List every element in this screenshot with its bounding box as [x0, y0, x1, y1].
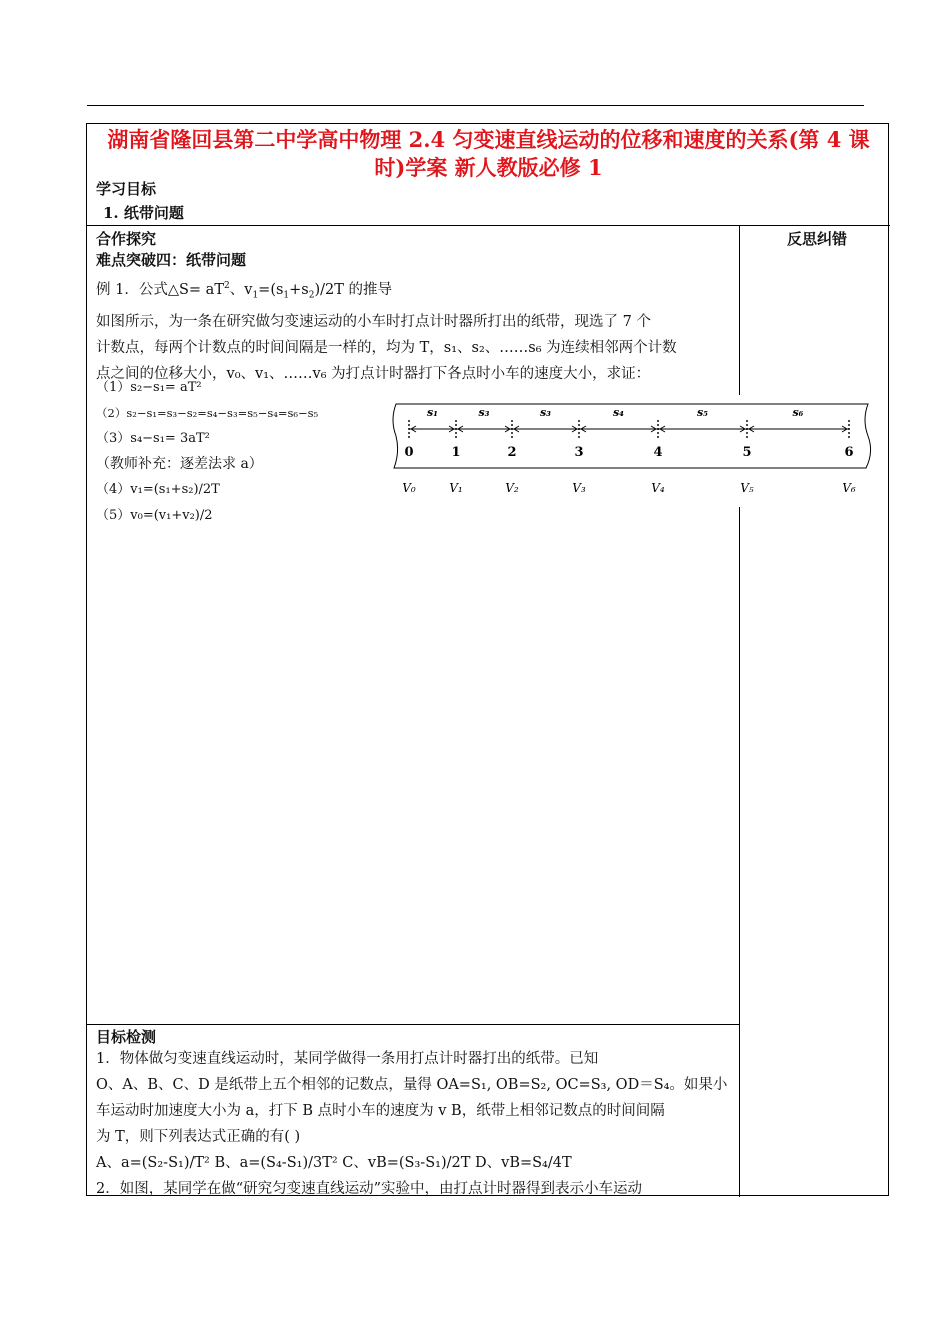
question-line: 为 T，则下列表达式正确的有( ): [96, 1129, 301, 1145]
question-line: 车运动时加速度大小为 a，打下 B 点时小车的速度为 v B，纸带上相邻记数点的时间间隔: [96, 1103, 665, 1119]
tape-point-label: 1: [451, 445, 461, 460]
explore-subheading: 难点突破四：纸带问题: [96, 251, 247, 269]
question-line: 2．如图，某同学在做“研究匀变速直线运动”实验中，由打点计时器得到表示小车运动: [96, 1181, 643, 1197]
document-title: 湖南省隆回县第二中学高中物理 2.4 匀变速直线运动的位移和速度的关系(第 4 课 时)学案 新人教版必修 1: [107, 127, 870, 180]
tape-velocity-label: V₂: [505, 481, 519, 495]
tape-segment-label: s₆: [792, 406, 804, 419]
tape-segment-label: s₃: [539, 406, 552, 419]
question-line: O、A、B、C、D 是纸带上五个相邻的记数点，量得 OA=S₁, OB=S₂, OC=S₃, OD＝S₄。如果小: [96, 1077, 728, 1093]
example-formula-line: 例 1．公式△S= $aT^2$、$v_1=(s_1+s_2)/2T$ 的推导: [96, 281, 393, 301]
explore-heading: 合作探究: [96, 230, 157, 248]
example-desc-line: 点之间的位移大小，v₀、v₁、……v₆ 为打点计时器打下各点时小车的速度大小，求证：: [96, 365, 651, 382]
goals-heading: 学习目标: [96, 180, 157, 198]
tape-velocity-label: V₆: [842, 481, 856, 495]
proof-item: （3）s₄−s₁= 3aT²: [96, 431, 210, 446]
reflect-heading: 反思纠错: [787, 230, 848, 248]
column-divider-upper: [739, 225, 740, 395]
proof-items: [96, 375, 396, 528]
question-line: 1．物体做匀变速直线运动时，某同学做得一条用打点计时器打出的纸带。已知: [96, 1051, 599, 1067]
worksheet-table: [86, 123, 889, 1196]
tape-velocity-label: V₁: [449, 481, 463, 495]
tape-point-label: 6: [844, 445, 854, 460]
tape-segment-label: s₄: [612, 406, 625, 419]
tape-point-label: 2: [507, 445, 517, 460]
tape-velocity-label: V₅: [740, 481, 754, 495]
row-divider-top: [87, 225, 890, 226]
tape-point-label: 5: [742, 445, 752, 460]
example-block: [96, 273, 736, 387]
tape-velocity-label: V₄: [651, 481, 665, 495]
answer-options: A、a=(S₂-S₁)/T² B、a=(S₄-S₁)/3T² C、vB=(S₃-S₁)/2T D、vB=S₄/4T: [96, 1155, 572, 1171]
proof-item: （1）s₂−s₁= aT²: [96, 380, 202, 395]
tape-segment-label: s₃: [478, 406, 490, 419]
tape-point-label: 4: [653, 445, 663, 460]
tape-point-label: 3: [574, 445, 584, 460]
proof-item: （4）v₁=(s₁+s₂)/2T: [96, 482, 220, 497]
row-divider-bottom: [87, 1024, 740, 1025]
top-rule: [87, 105, 864, 106]
tape-velocity-labels: [402, 481, 856, 495]
check-question-block: [96, 1046, 741, 1202]
tape-velocity-label: V₀: [402, 481, 416, 495]
check-heading: 目标检测: [96, 1028, 157, 1046]
proof-item: （教师补充：逐差法求 a）: [96, 455, 263, 472]
paper-tape-diagram: [388, 400, 890, 515]
example-desc-line: 计数点，每两个计数点的时间间隔是一样的，均为 T，s₁、s₂、……s₆ 为连续相邻两个计数: [96, 339, 677, 356]
goals-item: 1. 纸带问题: [103, 204, 184, 222]
example-desc-line: 如图所示，为一条在研究做匀变速运动的小车时打点计时器所打出的纸带，现选了 7 个: [96, 313, 651, 330]
proof-item: （5）v₀=(v₁+v₂)/2: [96, 507, 213, 523]
proof-item: （2）s₂−s₁=s₃−s₂=s₄−s₃=s₅−s₄=s₆−s₅: [96, 405, 319, 420]
tape-segment-label: s₅: [696, 406, 709, 419]
tape-velocity-label: V₃: [572, 481, 586, 495]
tape-segment-label: s₁: [426, 406, 439, 419]
tape-point-label: 0: [404, 445, 414, 460]
